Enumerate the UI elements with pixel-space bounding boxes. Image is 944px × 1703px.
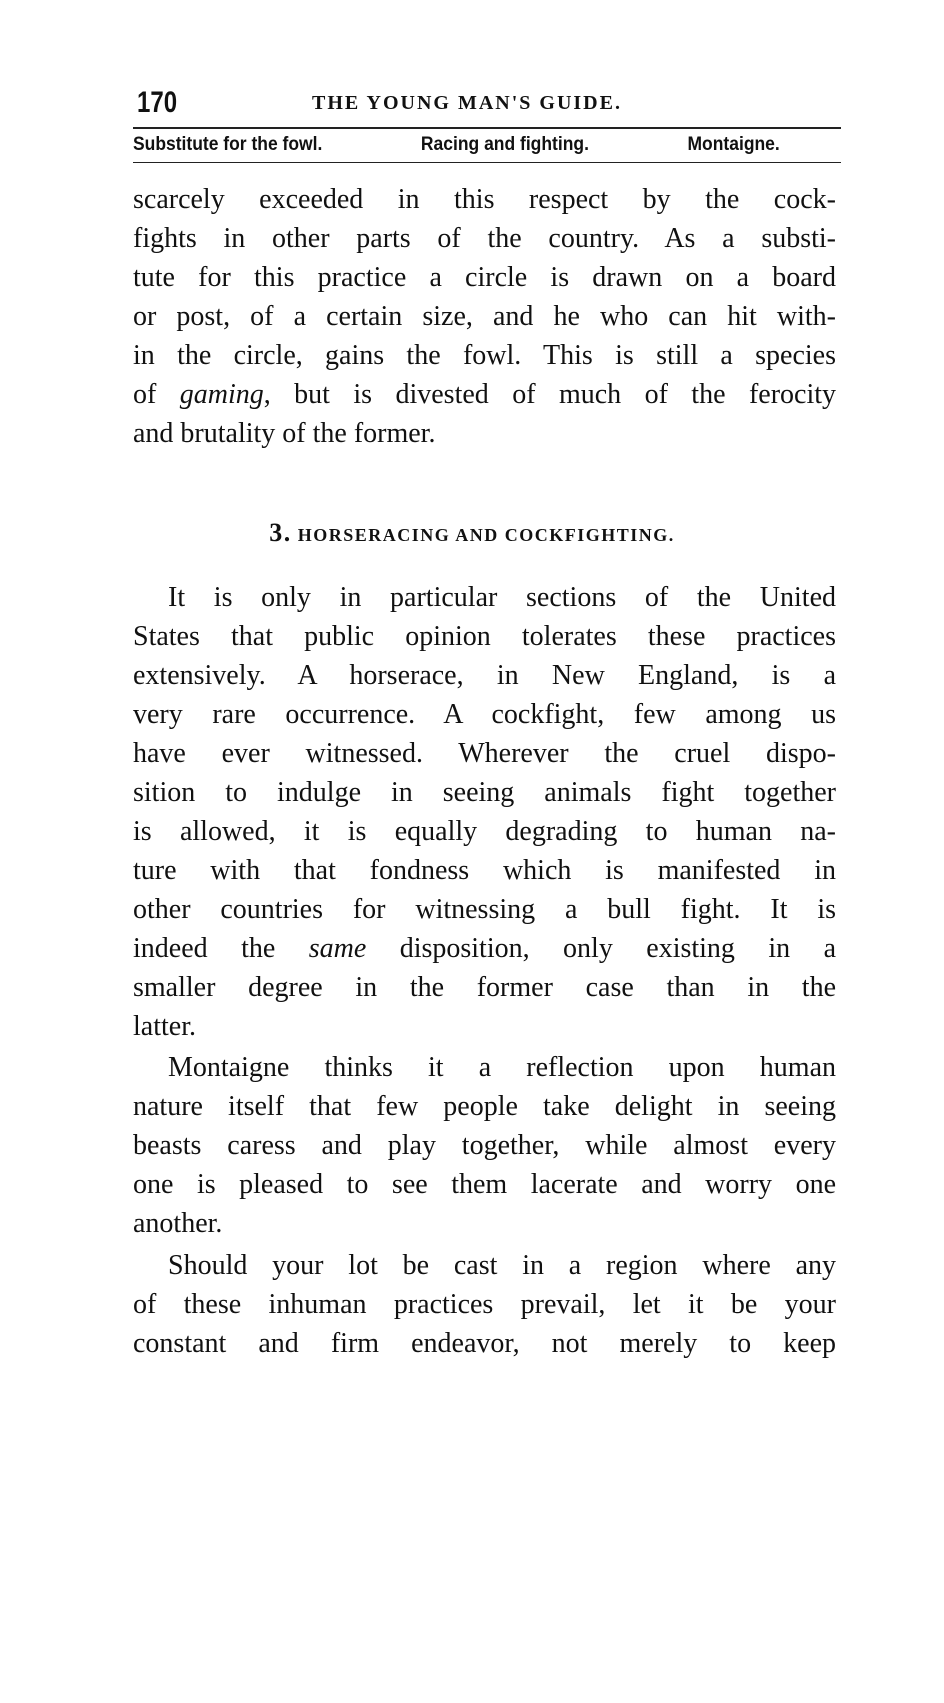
paragraph-4 bbox=[133, 1246, 836, 1363]
section-number: 3. bbox=[269, 518, 292, 547]
side-note: Racing and fighting. bbox=[420, 134, 589, 155]
paragraph-2 bbox=[133, 578, 836, 1046]
text-line: or post, of a certain size, and he who can hit with- bbox=[133, 301, 836, 332]
text-span: of bbox=[133, 379, 180, 410]
text-line: Montaigne thinks it a reflection upon human bbox=[168, 1052, 836, 1083]
text-line: and brutality of the former. bbox=[133, 418, 436, 449]
text-line: smaller degree in the former case than in the bbox=[133, 972, 836, 1003]
section-heading bbox=[0, 518, 944, 548]
text-span: disposition, only existing in a bbox=[366, 933, 837, 964]
text-line: States that public opinion tolerates these practices bbox=[133, 621, 836, 652]
text-line bbox=[133, 929, 836, 968]
text-line: constant and firm endeavor, not merely to keep bbox=[133, 1328, 836, 1359]
text-line: Should your lot be cast in a region where any bbox=[168, 1250, 836, 1281]
section-title: HORSERACING AND COCKFIGHTING. bbox=[297, 525, 675, 545]
text-line: nature itself that few people take delight in seeing bbox=[133, 1091, 836, 1122]
side-note: Montaigne. bbox=[687, 134, 780, 155]
header-rule bbox=[133, 127, 841, 129]
text-line: sition to indulge in seeing animals fight together bbox=[133, 777, 836, 808]
italic-word: same bbox=[308, 933, 367, 964]
text-line: is allowed, it is equally degrading to human na- bbox=[133, 816, 836, 847]
side-note: Substitute for the fowl. bbox=[133, 134, 323, 155]
text-line: another. bbox=[133, 1208, 223, 1239]
text-line: fights in other parts of the country. As a substi- bbox=[133, 223, 836, 254]
text-line: It is only in particular sections of the United bbox=[168, 582, 836, 613]
italic-word: gaming bbox=[179, 379, 264, 410]
text-line: tute for this practice a circle is drawn on a board bbox=[133, 262, 836, 293]
text-line bbox=[133, 375, 836, 414]
text-span: , but is divested of much of the ferocity bbox=[263, 379, 837, 410]
subhead-rule bbox=[133, 162, 841, 163]
text-line: of these inhuman practices prevail, let it be your bbox=[133, 1289, 836, 1320]
text-line: scarcely exceeded in this respect by the cock- bbox=[133, 184, 836, 215]
text-line: one is pleased to see them lacerate and worry one bbox=[133, 1169, 836, 1200]
text-line: beasts caress and play together, while almost every bbox=[133, 1130, 836, 1161]
paragraph-3 bbox=[133, 1048, 836, 1243]
text-line: in the circle, gains the fowl. This is still a species bbox=[133, 340, 836, 371]
text-line: very rare occurrence. A cockfight, few among us bbox=[133, 699, 836, 730]
running-title: THE YOUNG MAN'S GUIDE. bbox=[312, 92, 622, 114]
text-span: indeed the bbox=[133, 933, 309, 964]
text-line: have ever witnessed. Wherever the cruel dispo- bbox=[133, 738, 836, 769]
paragraph-1 bbox=[133, 180, 836, 453]
text-line: ture with that fondness which is manifested in bbox=[133, 855, 836, 886]
text-line: extensively. A horserace, in New England, is a bbox=[133, 660, 836, 691]
text-line: latter. bbox=[133, 1011, 196, 1042]
text-line: other countries for witnessing a bull fight. It is bbox=[133, 894, 836, 925]
side-notes bbox=[133, 134, 780, 156]
page-number: 170 bbox=[137, 86, 178, 119]
